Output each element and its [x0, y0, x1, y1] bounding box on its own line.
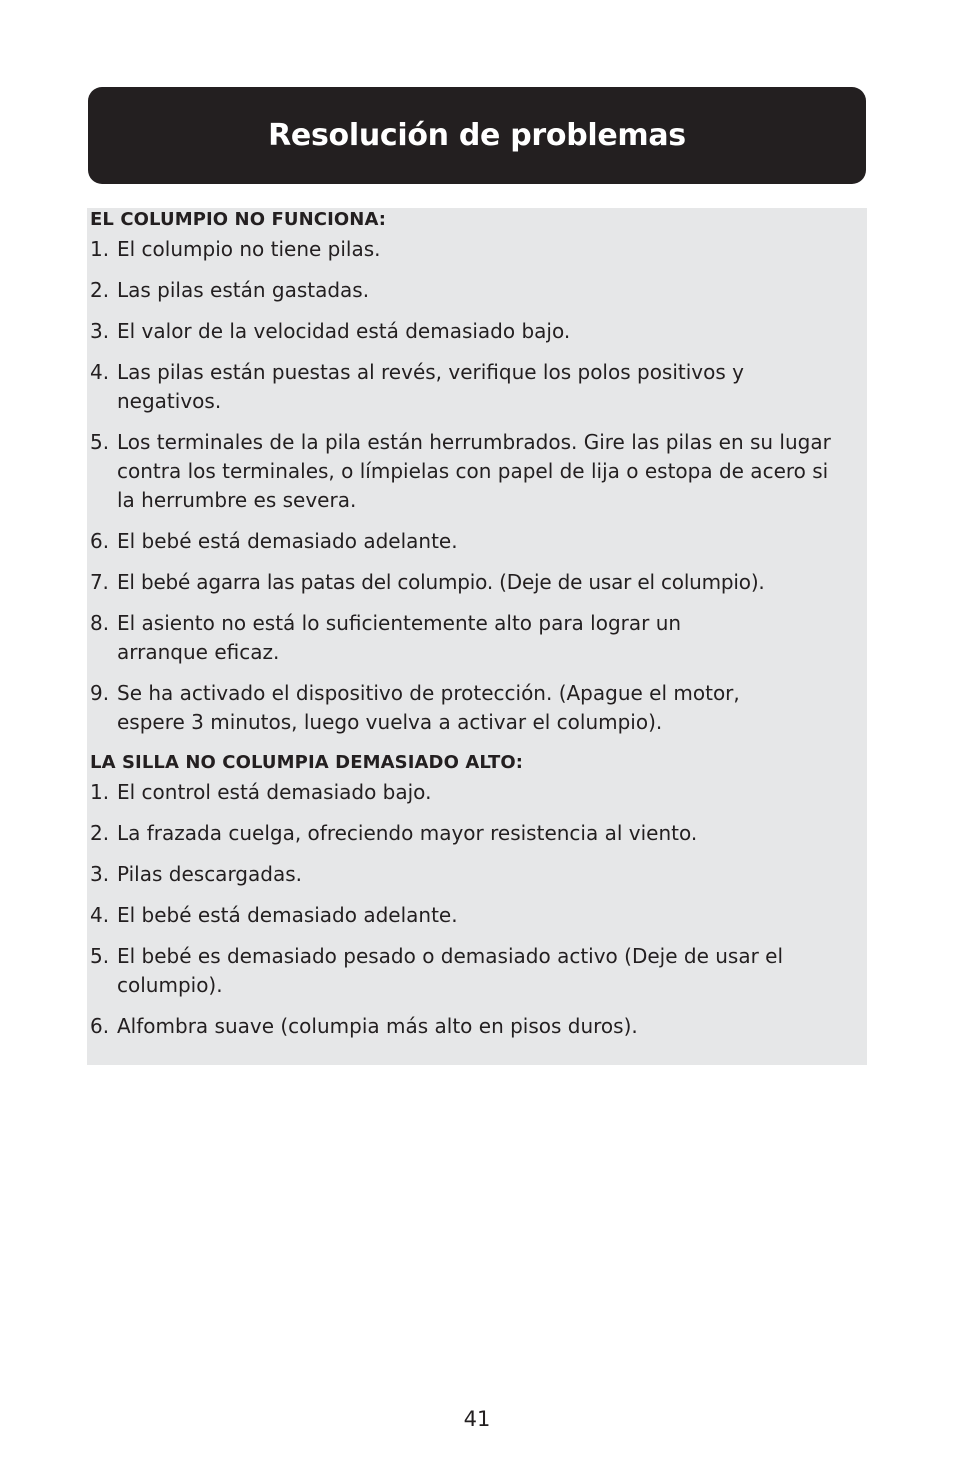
item-number: 1.: [90, 237, 110, 261]
list-item: [90, 568, 860, 597]
list-item: [90, 679, 810, 737]
list-item: [90, 276, 850, 305]
page-number: 41: [463, 1407, 491, 1431]
list-item: [90, 317, 850, 346]
item-number: 5.: [90, 944, 110, 968]
item-text: Los terminales de la pila están herrumbrados. Gire las pilas en su lugar contra los terminales, o límpielas con papel de lija o estopa de acero si la herrumbre es severa.: [117, 430, 831, 512]
item-text: La frazada cuelga, ofreciendo mayor resistencia al viento.: [117, 821, 698, 845]
item-number: 3.: [90, 862, 110, 886]
list-item: [90, 1012, 850, 1041]
list-item: [90, 860, 850, 889]
item-text: El bebé es demasiado pesado o demasiado activo (Deje de usar el columpio).: [117, 944, 784, 997]
item-text: El control está demasiado bajo.: [117, 780, 432, 804]
item-number: 7.: [90, 570, 109, 594]
item-text: El asiento no está lo suficientemente alto para lograr un arranque eficaz.: [117, 611, 682, 664]
title-bar: [88, 87, 866, 184]
item-text: El columpio no tiene pilas.: [117, 237, 381, 261]
list-item: [90, 358, 770, 416]
item-text: Las pilas están puestas al revés, verifique los polos positivos y negativos.: [117, 360, 744, 413]
item-number: 9.: [90, 681, 110, 705]
item-number: 6.: [90, 529, 110, 553]
item-text: El bebé está demasiado adelante.: [117, 529, 458, 553]
list-item: [90, 428, 835, 515]
item-number: 5.: [90, 430, 110, 454]
item-number: 1.: [90, 780, 110, 804]
list-item: [90, 609, 740, 667]
item-text: Las pilas están gastadas.: [117, 278, 370, 302]
item-number: 3.: [90, 319, 110, 343]
item-number: 2.: [90, 821, 110, 845]
list-item: [90, 901, 850, 930]
list-item: [90, 819, 850, 848]
item-text: Pilas descargadas.: [117, 862, 302, 886]
list-item: [90, 942, 820, 1000]
list-item: [90, 778, 850, 807]
item-number: 4.: [90, 360, 110, 384]
list-item: [90, 527, 850, 556]
item-text: El valor de la velocidad está demasiado bajo.: [117, 319, 571, 343]
section-heading-not-high-enough: LA SILLA NO COLUMPIA DEMASIADO ALTO:: [90, 752, 524, 773]
item-text: El bebé agarra las patas del columpio. (Deje de usar el columpio).: [117, 570, 765, 594]
item-text: Se ha activado el dispositivo de protección. (Apague el motor, espere 3 minutos, luego vuelva a activar el columpio).: [117, 681, 740, 734]
item-text: El bebé está demasiado adelante.: [117, 903, 458, 927]
page-title: Resolución de problemas: [268, 118, 686, 153]
item-number: 8.: [90, 611, 110, 635]
list-item: [90, 235, 850, 264]
item-number: 4.: [90, 903, 110, 927]
item-text: Alfombra suave (columpia más alto en pisos duros).: [117, 1014, 638, 1038]
section-heading-swing-not-working: EL COLUMPIO NO FUNCIONA:: [90, 209, 387, 230]
item-number: 2.: [90, 278, 110, 302]
item-number: 6.: [90, 1014, 110, 1038]
troubleshooting-panel: [87, 208, 867, 1065]
